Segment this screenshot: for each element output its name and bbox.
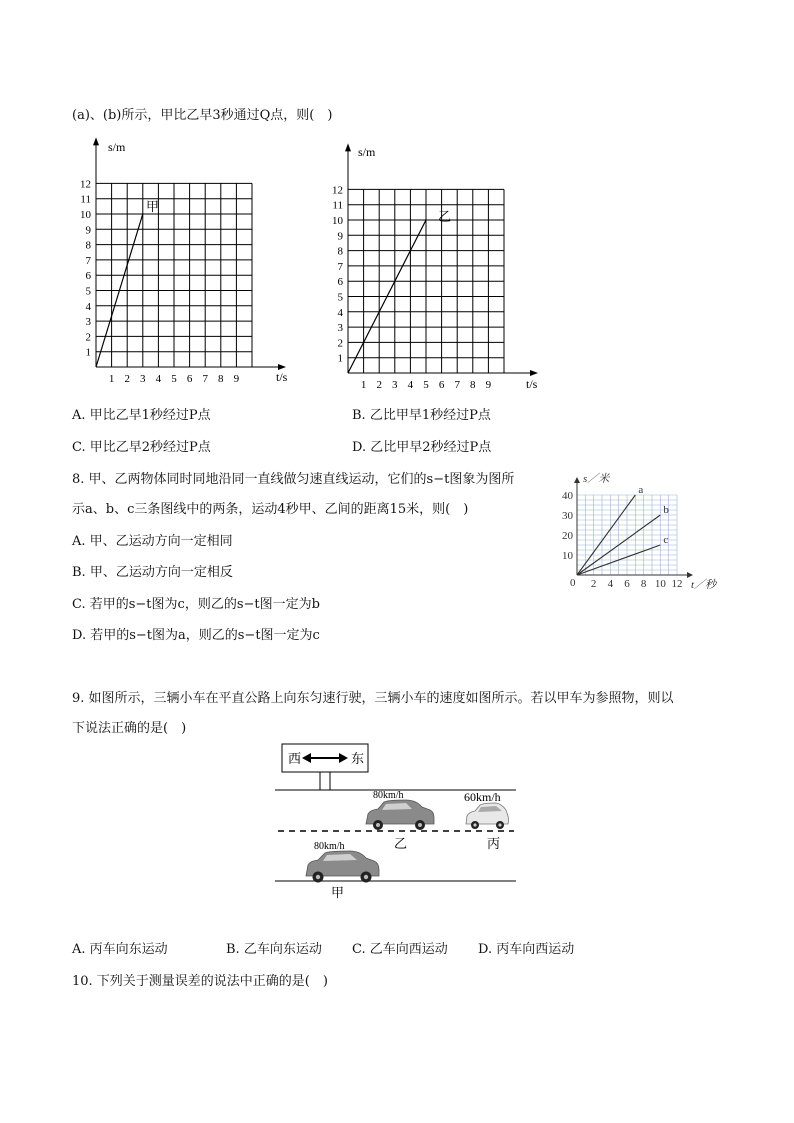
car-jia <box>306 851 379 883</box>
y-tick-label: 7 <box>337 260 343 273</box>
x-tick-label: 2 <box>376 379 382 391</box>
x-tick-label: 1 <box>360 379 367 391</box>
x-tick-label: 9 <box>233 373 240 385</box>
car-jia-label: 甲 <box>331 885 345 900</box>
q8-chart-y-ticks <box>562 490 574 562</box>
q9-option-a[interactable]: A. 丙车向东运动 <box>72 942 168 957</box>
x-tick-label: 5 <box>423 379 429 391</box>
x-tick-label: 4 <box>155 373 162 385</box>
q8-chart-x-ticks <box>591 578 683 590</box>
q7-option-d[interactable]: D. 乙比甲早2秒经过P点 <box>352 440 492 455</box>
graph-b-grid <box>348 189 504 373</box>
y-tick-label: 12 <box>80 178 91 191</box>
graph-a-line-label: 甲 <box>146 199 160 214</box>
x-tick-label: 7 <box>454 379 460 391</box>
q9-road-figure <box>270 740 520 905</box>
y-tick-label: 5 <box>85 285 91 298</box>
graph-a-x-ticks <box>109 373 240 385</box>
y-tick-label: 10 <box>332 215 343 227</box>
y-tick-label: 7 <box>85 254 91 267</box>
graph-b-line-label: 乙 <box>438 209 452 224</box>
graph-a-grid <box>96 183 252 367</box>
x-tick-label: 6 <box>624 578 630 590</box>
y-tick-label: 1 <box>337 352 343 365</box>
x-tick-label: 2 <box>590 578 597 590</box>
y-tick-label: 9 <box>85 224 91 237</box>
y-tick-label: 6 <box>337 276 343 289</box>
y-tick-label: 3 <box>337 322 343 335</box>
y-tick-label: 8 <box>337 245 343 258</box>
y-tick-label: 10 <box>80 209 91 221</box>
series-label-b: b <box>663 504 669 516</box>
q8-stem-line1: 8. 甲、乙两物体同时同地沿同一直线做匀速直线运动，它们的s−t图象为图所 <box>72 472 515 487</box>
y-tick-label: 2 <box>85 331 91 344</box>
y-tick-label: 10 <box>562 550 573 562</box>
x-tick-label: 3 <box>140 373 146 385</box>
q8-chart <box>555 468 725 596</box>
q9-option-d[interactable]: D. 丙车向西运动 <box>478 942 575 957</box>
x-tick-label: 5 <box>171 373 177 385</box>
y-tick-label: 8 <box>85 239 91 252</box>
y-tick-label: 11 <box>80 193 91 206</box>
y-tick-label: 20 <box>562 530 573 542</box>
q8-chart-origin: 0 <box>570 577 576 589</box>
graph-b-xlabel: t/s <box>526 377 538 391</box>
q8-option-b[interactable]: B. 甲、乙运动方向一定相反 <box>72 565 233 580</box>
q7-option-a[interactable]: A. 甲比乙早1秒经过P点 <box>72 408 211 423</box>
graph-a-ylabel: s/m <box>108 140 126 154</box>
x-tick-label: 12 <box>671 578 683 590</box>
x-tick-label: 4 <box>407 379 414 391</box>
x-tick-label: 1 <box>108 373 115 385</box>
graph-a <box>70 135 300 390</box>
series-label-c: c <box>663 534 669 546</box>
q9-option-b[interactable]: B. 乙车向东运动 <box>226 942 322 957</box>
series-label-a: a <box>638 484 644 496</box>
graph-a-y-ticks <box>80 178 92 358</box>
q7-option-b[interactable]: B. 乙比甲早1秒经过P点 <box>352 408 491 423</box>
graph-b-y-ticks <box>332 184 344 364</box>
y-tick-label: 5 <box>337 291 343 304</box>
q8-option-c[interactable]: C. 若甲的s−t图为c，则乙的s−t图一定为b <box>72 597 320 612</box>
q9-stem-line1: 9. 如图所示，三辆小车在平直公路上向东匀速行驶，三辆小车的速度如图所示。若以甲车为参照物，则以 <box>72 691 674 706</box>
y-tick-label: 6 <box>85 270 91 283</box>
graph-b <box>322 140 552 395</box>
x-tick-label: 6 <box>186 373 193 385</box>
q8-chart-ylabel: s／米 <box>583 473 610 485</box>
q8-option-d[interactable]: D. 若甲的s−t图为a，则乙的s−t图一定为c <box>72 628 320 643</box>
x-tick-label: 4 <box>607 578 614 590</box>
q8-stem-line2: 示a、b、c三条图线中的两条，运动4秒甲、乙间的距离15米，则( ) <box>72 502 469 517</box>
q10-stem: 10. 下列关于测量误差的说法中正确的是( ) <box>72 974 328 989</box>
car-bing-speed: 60km/h <box>464 790 501 804</box>
q9-option-c[interactable]: C. 乙车向西运动 <box>352 942 448 957</box>
q7-option-c[interactable]: C. 甲比乙早2秒经过P点 <box>72 440 211 455</box>
q9-stem-line2: 下说法正确的是( ) <box>72 721 187 736</box>
x-tick-label: 3 <box>392 379 398 391</box>
x-tick-label: 2 <box>124 373 130 385</box>
graph-b-x-ticks <box>361 379 492 391</box>
y-tick-label: 11 <box>332 199 343 212</box>
q8-chart-xlabel: t／秒 <box>691 579 717 591</box>
x-tick-label: 7 <box>202 373 208 385</box>
car-bing-label: 丙 <box>487 836 501 851</box>
y-tick-label: 30 <box>562 510 573 522</box>
x-tick-label: 8 <box>218 373 224 385</box>
graph-a-xlabel: t/s <box>276 370 288 384</box>
x-tick-label: 6 <box>438 379 445 391</box>
car-bing <box>466 803 509 829</box>
y-tick-label: 9 <box>337 230 343 243</box>
y-tick-label: 3 <box>85 316 91 329</box>
y-tick-label: 4 <box>85 300 91 313</box>
car-yi <box>366 800 434 830</box>
x-tick-label: 10 <box>654 578 666 590</box>
y-tick-label: 2 <box>337 337 343 350</box>
q8-option-a[interactable]: A. 甲、乙运动方向一定相同 <box>72 534 233 549</box>
x-tick-label: 8 <box>470 379 476 391</box>
car-yi-label: 乙 <box>394 836 408 851</box>
y-tick-label: 1 <box>85 346 91 359</box>
y-tick-label: 12 <box>332 184 343 197</box>
car-jia-speed: 80km/h <box>314 841 345 852</box>
sign-east: 东 <box>351 751 365 766</box>
x-tick-label: 8 <box>640 578 647 590</box>
x-tick-label: 9 <box>485 379 492 391</box>
y-tick-label: 40 <box>562 490 573 502</box>
q8-chart-axes <box>574 477 693 578</box>
y-tick-label: 4 <box>337 306 343 319</box>
q7-stem: (a)、(b)所示，甲比乙早3秒通过Q点，则( ) <box>72 108 333 123</box>
car-yi-speed: 80km/h <box>373 790 404 801</box>
sign-west: 西 <box>288 751 302 766</box>
graph-b-ylabel: s/m <box>358 145 376 159</box>
